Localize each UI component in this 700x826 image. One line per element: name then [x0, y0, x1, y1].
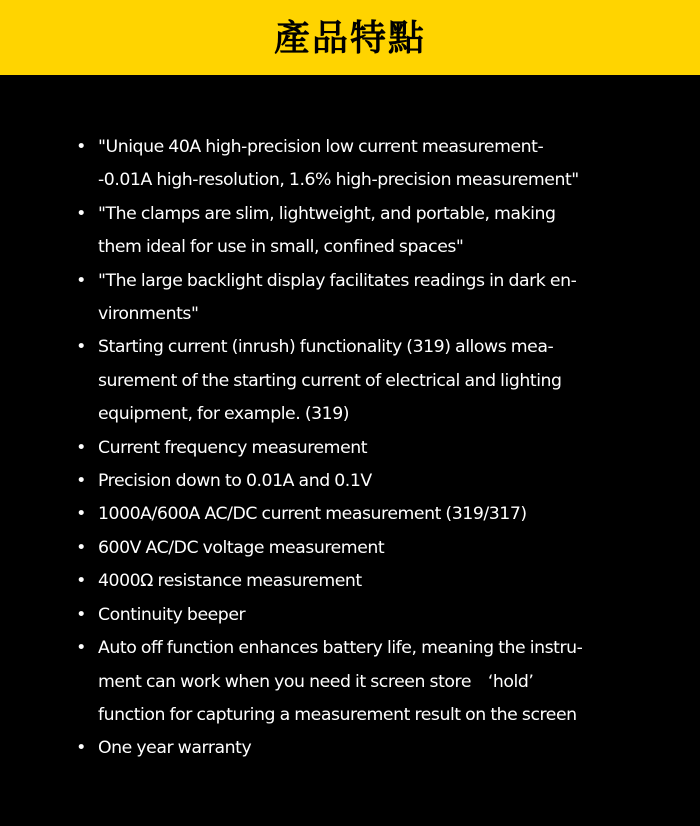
- feature-text-line: Current frequency measurement: [98, 437, 368, 458]
- feature-text-line: vironments": [98, 304, 199, 325]
- feature-text-line: them ideal for use in small, confined spaces": [98, 237, 464, 258]
- feature-list-item: [74, 198, 654, 265]
- bullet-icon: •: [76, 437, 86, 458]
- feature-text-line: -0.01A high-resolution, 1.6% high-precision measurement": [98, 170, 579, 191]
- feature-list-item: [74, 632, 654, 732]
- feature-list-item: [74, 265, 654, 332]
- feature-text-line: 4000Ω resistance measurement: [98, 571, 362, 592]
- header-banner: [0, 0, 700, 75]
- feature-text-line: 1000A/600A AC/DC current measurement (319/317): [98, 504, 527, 525]
- feature-text-line: 600V AC/DC voltage measurement: [98, 537, 385, 558]
- bullet-icon: •: [76, 571, 86, 592]
- feature-list-item: [74, 498, 654, 531]
- feature-text-line: Continuity beeper: [98, 604, 246, 625]
- bullet-icon: •: [76, 738, 86, 759]
- feature-text-line: equipment, for example. (319): [98, 404, 350, 425]
- feature-text-line: ment can work when you need it screen store ‘hold’: [98, 671, 534, 692]
- bullet-icon: •: [76, 337, 86, 358]
- page-title: 產品特點: [273, 18, 426, 59]
- feature-list: [74, 131, 654, 766]
- feature-list-item: [74, 565, 654, 598]
- feature-text-line: Starting current (inrush) functionality (319) allows mea-: [98, 337, 554, 358]
- feature-text-line: "Unique 40A high-precision low current measurement-: [98, 137, 544, 157]
- feature-text-line: One year warranty: [98, 738, 252, 759]
- feature-text-line: Auto off function enhances battery life, meaning the instru-: [98, 638, 583, 659]
- feature-text-line: function for capturing a measurement result on the screen: [98, 704, 577, 725]
- feature-text-line: surement of the starting current of electrical and lighting: [98, 370, 562, 391]
- bullet-icon: •: [76, 504, 86, 525]
- features-section: [74, 131, 654, 766]
- feature-text-line: "The large backlight display facilitates readings in dark en-: [98, 270, 577, 291]
- bullet-icon: •: [76, 638, 86, 659]
- feature-list-item: [74, 599, 654, 632]
- feature-list-item: [74, 331, 654, 431]
- feature-text-line: Precision down to 0.01A and 0.1V: [98, 471, 372, 492]
- feature-list-item: [74, 732, 654, 765]
- feature-text-line: "The clamps are slim, lightweight, and portable, making: [98, 203, 556, 224]
- feature-list-item: [74, 131, 654, 198]
- feature-list-item: [74, 465, 654, 498]
- bullet-icon: •: [76, 203, 86, 224]
- bullet-icon: •: [76, 604, 86, 625]
- bullet-icon: •: [76, 537, 86, 558]
- bullet-icon: •: [76, 471, 86, 492]
- bullet-icon: •: [76, 270, 86, 291]
- feature-list-item: [74, 432, 654, 465]
- feature-list-item: [74, 532, 654, 565]
- bullet-icon: •: [76, 137, 86, 157]
